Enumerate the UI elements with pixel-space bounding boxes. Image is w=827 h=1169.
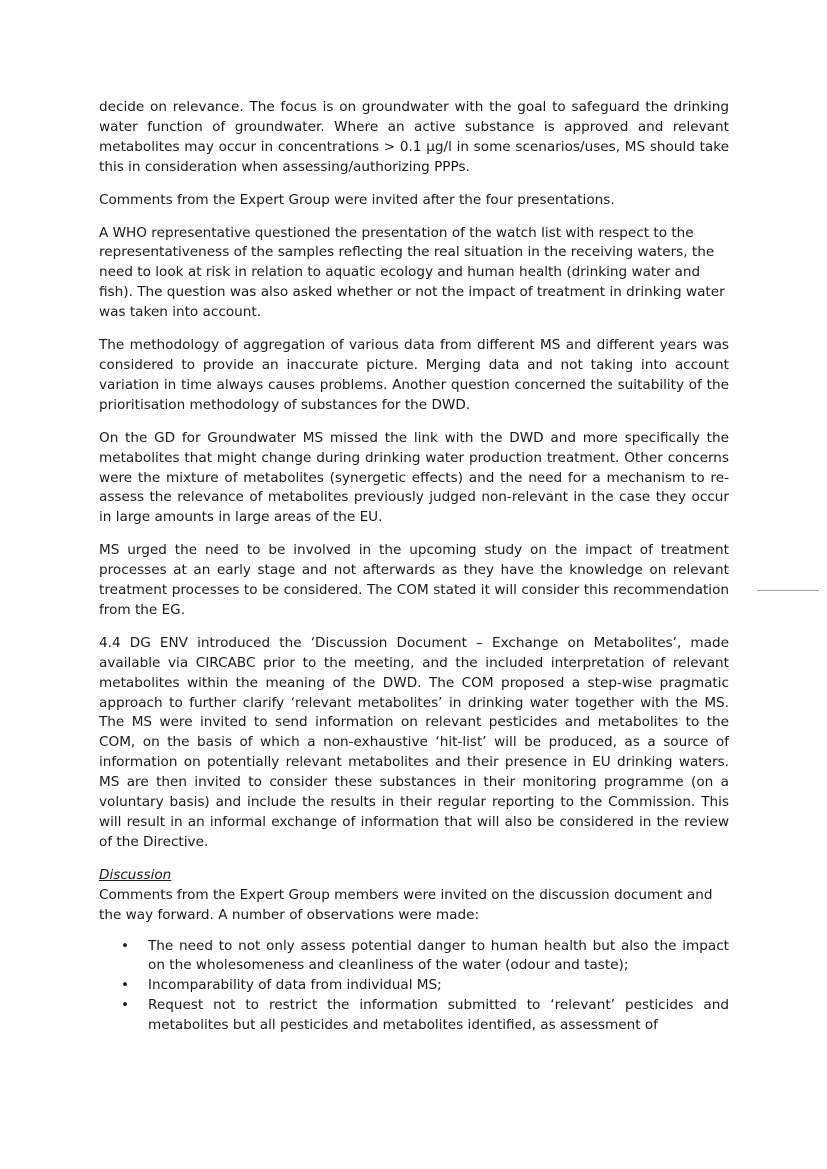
list-item-text: Request not to restrict the information submitted to ‘relevant’ pesticides and metabolites but all pesticides and metabolites identified, as assessment of — [148, 997, 729, 1034]
discussion-intro: Comments from the Expert Group members were invited on the discussion document and the way forward. A number of observations were made: — [99, 886, 713, 923]
paragraph-dg-env-introduced: 4.4 DG ENV introduced the ‘Discussion Document – Exchange on Metabolites’, made available via CIRCABC prior to the meeting, and the included interpretation of relevant metabolites within the meaning of the DWD. The COM proposed a step-wise pragmatic approach to further clarify ‘relevant metabolites’ in drinking water together with the MS. The MS were invited to send information on relevant pesticides and metabolites to the COM, on the basis of which a non-exhaustive ‘hit-list’ will be produced, as a source of information on potentially relevant metabolites and their presence in EU drinking waters. MS are then invited to consider these substances in their monitoring programme (on a voluntary basis) and include the results in their regular reporting to the Commission. This will result in an informal exchange of information that will also be considered in the review of the Directive. — [99, 634, 729, 850]
list-item — [99, 937, 729, 977]
margin-divider — [757, 590, 819, 591]
discussion-heading: Discussion — [99, 866, 172, 883]
paragraph-relevance: decide on relevance. The focus is on groundwater with the goal to safeguard the drinking water function of groundwater. Where an active substance is approved and relevant metabolites may occur in concentrations > 0.1 µg/l in some scenarios/uses, MS should take this in consideration when assessing/authorizing PPPs. — [99, 99, 729, 175]
paragraph-comments-invited: Comments from the Expert Group were invited after the four presentations. — [99, 191, 615, 208]
paragraph-ms-urged: MS urged the need to be involved in the upcoming study on the impact of treatment processes at an early stage and not afterwards as they have the knowledge on relevant treatment processes to be considered. The COM stated it will consider this recommendation from the EG. — [99, 542, 729, 618]
observations-list — [99, 937, 729, 1037]
list-item-text: Incomparability of data from individual MS; — [148, 977, 442, 994]
list-item — [99, 996, 729, 1036]
paragraph-who-representative: A WHO representative questioned the presentation of the watch list with respect to the representativeness of the samples reflecting the real situation in the receiving waters, the need to look at risk in relation to aquatic ecology and human health (drinking water and fish). The question was also asked whether or not the impact of treatment in drinking water was taken into account. — [99, 224, 725, 321]
bullet-icon: • — [121, 937, 130, 954]
list-item — [99, 976, 729, 996]
bullet-icon: • — [121, 977, 130, 994]
paragraph-methodology: The methodology of aggregation of various data from different MS and different years was considered to provide an inaccurate picture. Merging data and not taking into account variation in time always causes problems. Another question concerned the suitability of the prioritisation methodology of substances for the DWD. — [99, 337, 729, 413]
bullet-icon: • — [121, 997, 130, 1014]
paragraph-gd-groundwater: On the GD for Groundwater MS missed the link with the DWD and more specifically the metabolites that might change during drinking water production treatment. Other concerns were the mixture of metabolites (synergetic effects) and the need for a mechanism to re-assess the relevance of metabolites previously judged non-relevant in the case they occur in large amounts in large areas of the EU. — [99, 429, 729, 526]
list-item-text: The need to not only assess potential danger to human health but also the impact on the wholesomeness and cleanliness of the water (odour and taste); — [148, 937, 729, 974]
document-page — [99, 98, 729, 1036]
